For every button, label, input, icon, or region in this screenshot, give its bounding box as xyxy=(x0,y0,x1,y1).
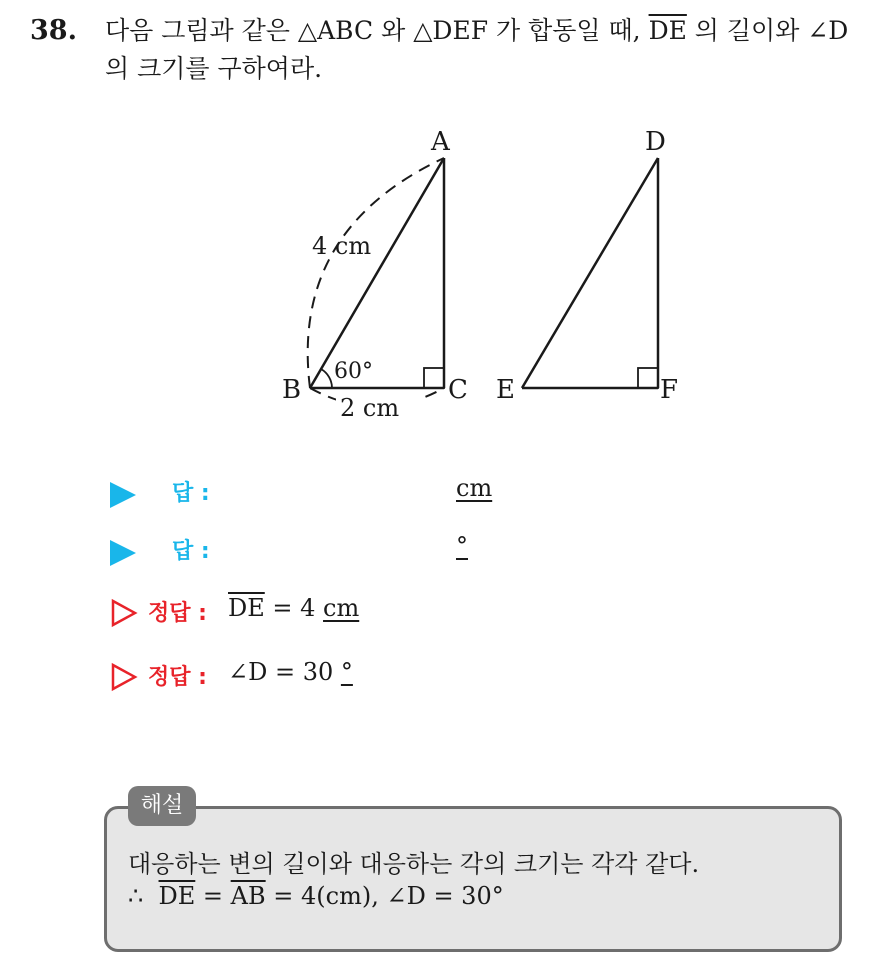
side-bc-length: 2 cm xyxy=(340,394,400,422)
triangle-abc-label: △ABC xyxy=(297,16,374,45)
right-angle-mark-f xyxy=(638,368,658,388)
question-text-line2: 의 크기를 구하여라. xyxy=(105,54,323,83)
angle-b-measure: 60° xyxy=(334,359,373,384)
angle-arc-b xyxy=(321,369,332,388)
question-text-prefix: 다음 그림과 같은 xyxy=(105,16,298,45)
segment-de: $\overline{DE}$ xyxy=(648,16,687,45)
side-ab-length: 4 cm xyxy=(312,232,372,260)
answer-label: 답 : xyxy=(172,481,210,506)
right-angle-mark-c xyxy=(424,368,444,388)
question-text-mid2: 가 합동일 때, xyxy=(488,16,649,45)
play-outline-icon xyxy=(110,598,138,628)
equals-sign: = xyxy=(195,882,231,910)
vertex-a-label: A xyxy=(431,127,450,157)
side-de xyxy=(522,158,658,388)
solution-equation: ∠D = 30 xyxy=(228,658,341,686)
vertex-b-label: B xyxy=(282,375,302,405)
triangle-def-label: △DEF xyxy=(413,16,489,45)
side-ab xyxy=(310,158,444,388)
answer-label: 답 : xyxy=(172,539,210,564)
vertex-d-label: D xyxy=(645,127,666,157)
play-arrow-icon xyxy=(110,482,136,508)
solution-label: 정답 : xyxy=(148,601,207,626)
vertex-f-label: F xyxy=(660,375,679,405)
explanation-line-2 xyxy=(128,882,504,910)
question-text-mid1: 와 xyxy=(373,16,414,45)
solution-equation: = 4 xyxy=(264,594,324,622)
answer-unit-degree[interactable]: ° xyxy=(456,532,468,560)
solution-value-2 xyxy=(228,658,353,686)
therefore-symbol: ∴ xyxy=(128,882,159,910)
explanation-line-1: 대응하는 변의 길이와 대응하는 각의 크기는 각각 같다. xyxy=(128,850,700,878)
solution-row-1 xyxy=(110,594,530,634)
explanation-result: = 4(cm), ∠D = 30° xyxy=(265,882,504,910)
explanation-box xyxy=(104,806,842,952)
solution-segment: $\overline{DE}$ xyxy=(228,594,265,622)
answer-row-1 xyxy=(110,474,530,514)
explanation-tag: 해설 xyxy=(128,786,196,826)
answer-row-2 xyxy=(110,532,530,572)
vertex-e-label: E xyxy=(496,375,515,405)
answer-unit-cm[interactable]: cm xyxy=(456,474,493,502)
question-text xyxy=(105,12,875,88)
solution-unit: cm xyxy=(323,594,360,622)
solution-unit: ° xyxy=(340,658,353,686)
question-number: 38. xyxy=(30,15,77,46)
play-outline-icon xyxy=(110,662,138,692)
play-arrow-icon xyxy=(110,540,136,566)
question-text-mid3: 의 길이와 xyxy=(686,16,808,45)
solution-row-2 xyxy=(110,658,530,698)
solution-label: 정답 : xyxy=(148,665,207,690)
triangle-figure xyxy=(270,120,690,430)
vertex-c-label: C xyxy=(448,375,468,405)
segment-de: $\overline{DE}$ xyxy=(158,882,196,910)
angle-d: ∠D xyxy=(807,16,849,45)
solution-value-1 xyxy=(228,594,359,622)
segment-ab: $\overline{AB}$ xyxy=(230,882,266,910)
